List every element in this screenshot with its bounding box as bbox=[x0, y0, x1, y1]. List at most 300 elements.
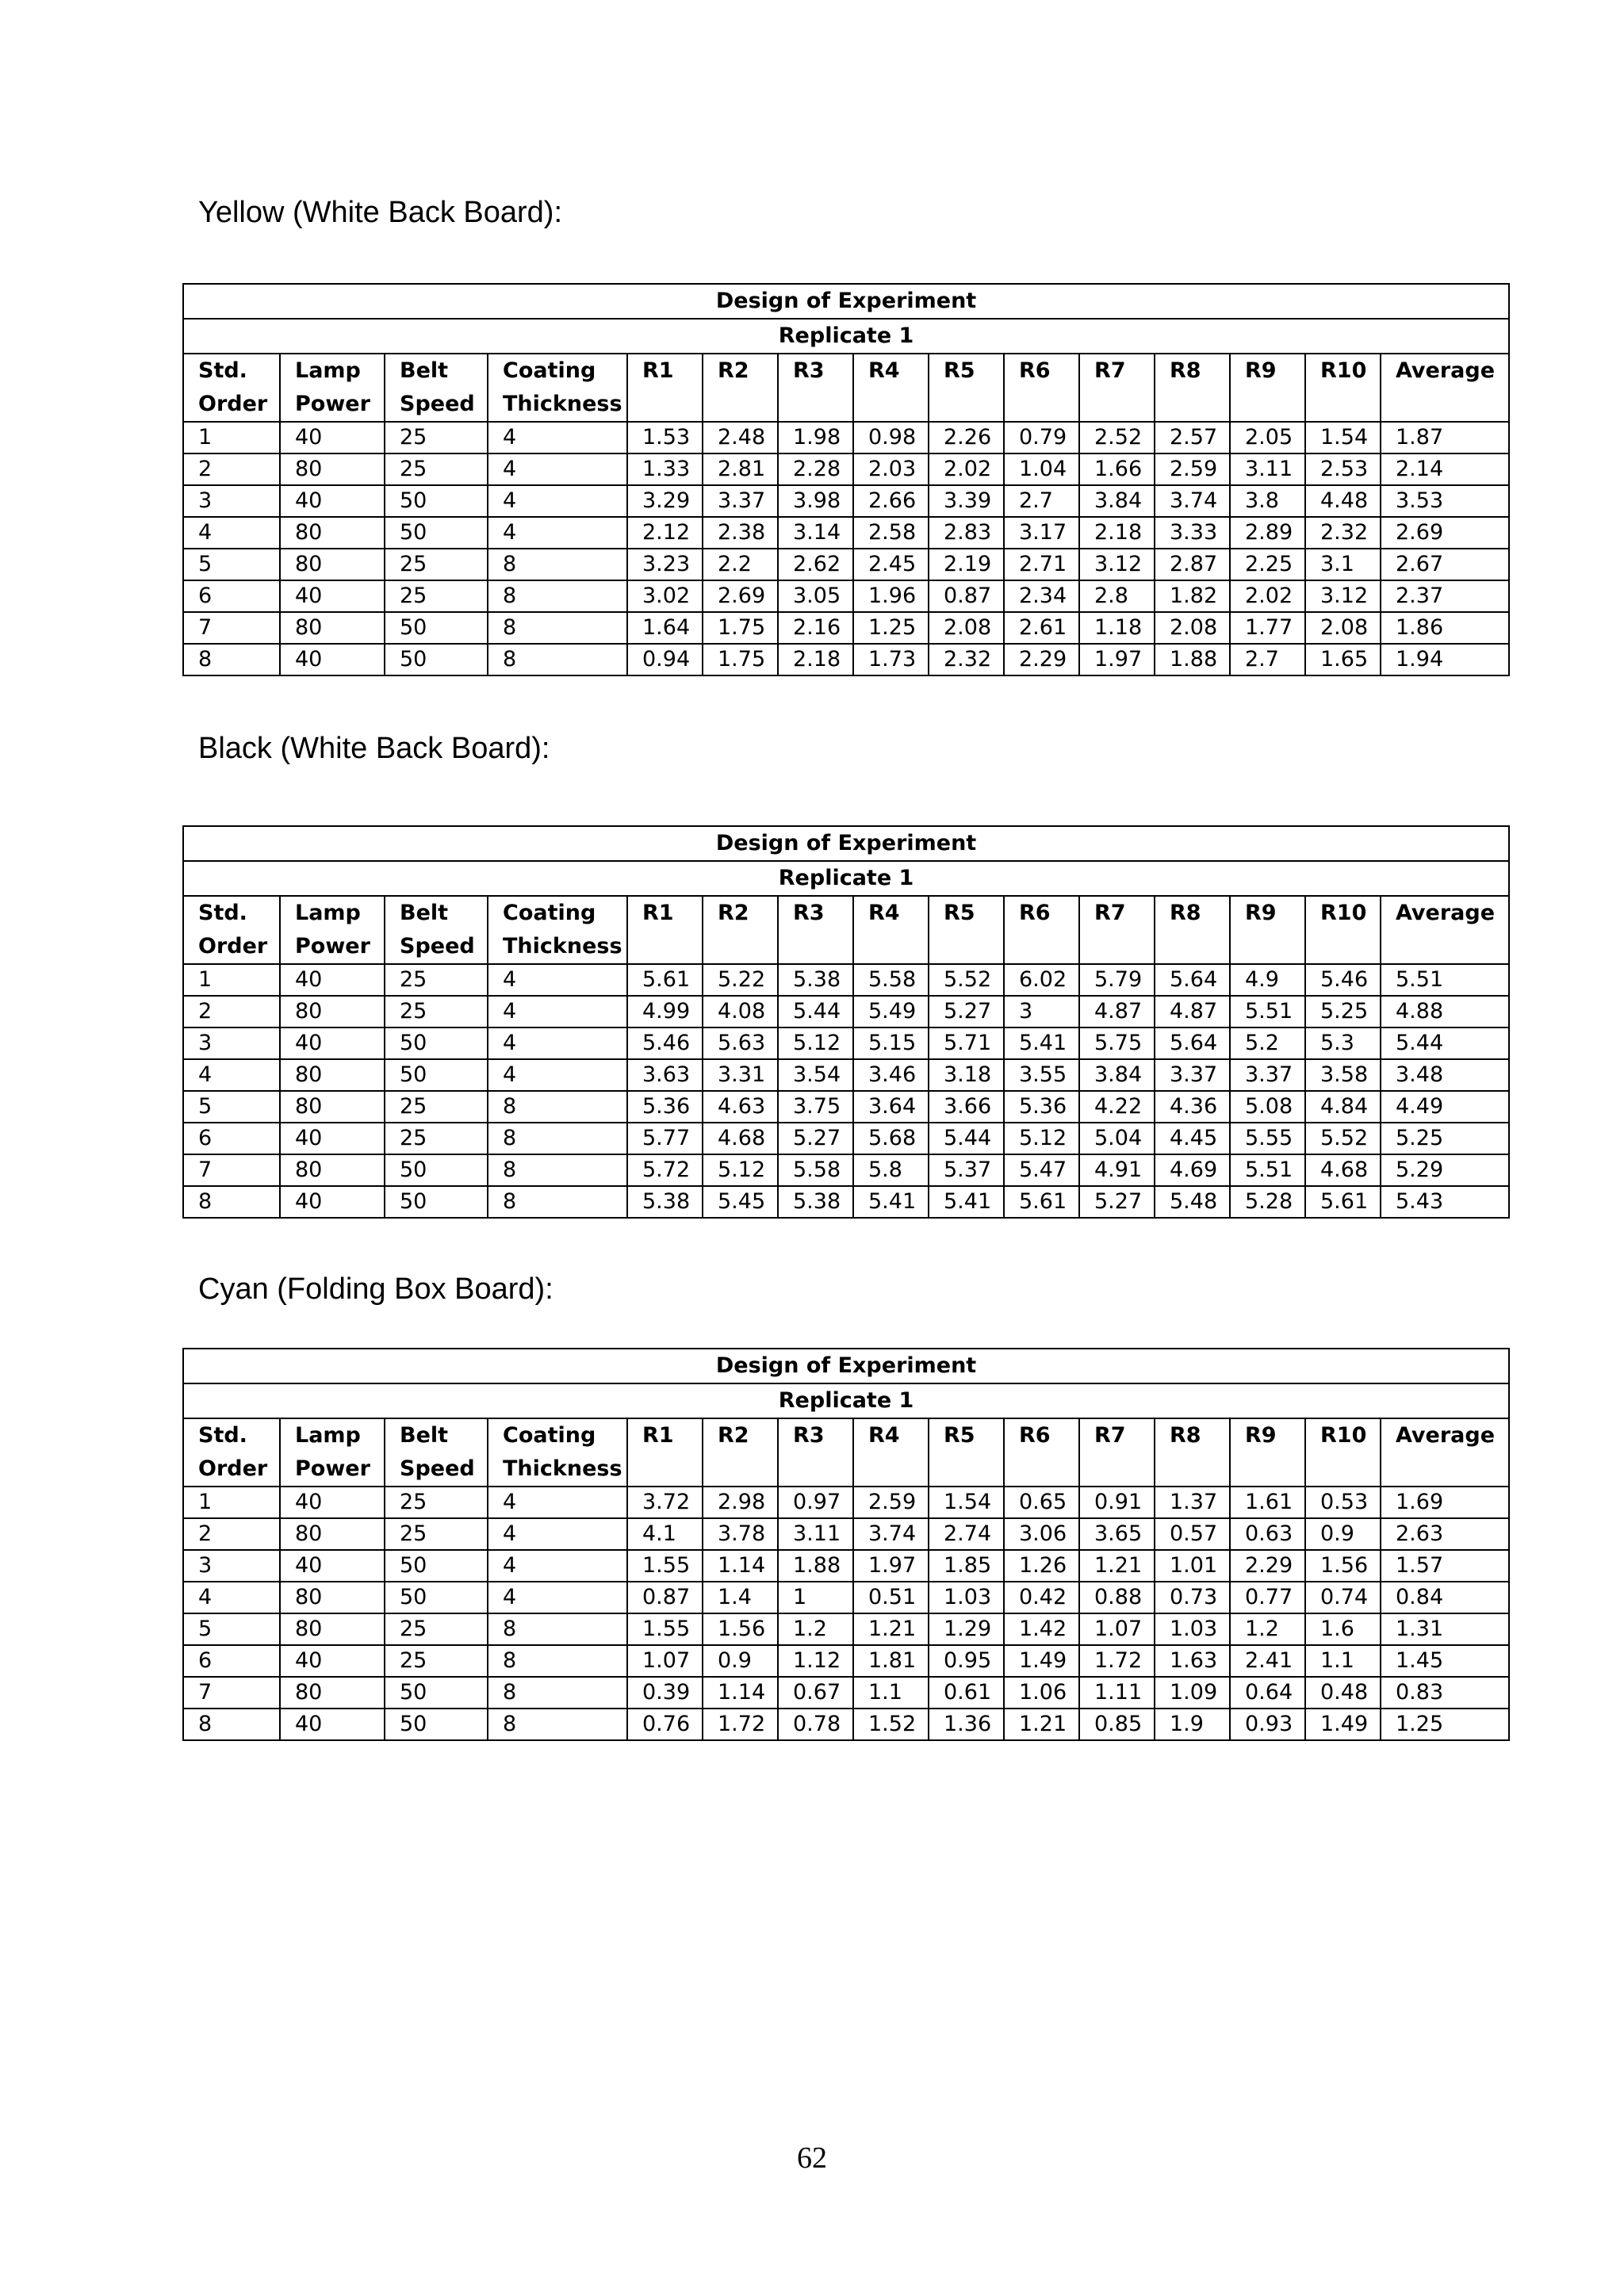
table-cell: 3.14 bbox=[778, 517, 853, 549]
column-header: R8 bbox=[1155, 1418, 1230, 1487]
table-cell: 80 bbox=[280, 1582, 385, 1613]
table-cell: 1.25 bbox=[853, 612, 929, 644]
column-header: Std. Order bbox=[183, 896, 280, 964]
table-cell: 1.03 bbox=[929, 1582, 1004, 1613]
table-cell: 3 bbox=[183, 1027, 280, 1059]
table-cell: 2.52 bbox=[1079, 422, 1155, 453]
column-header: R9 bbox=[1230, 896, 1305, 964]
table-cell: 1.21 bbox=[853, 1613, 929, 1645]
table-row bbox=[183, 996, 1509, 1027]
table-cell: 5.79 bbox=[1079, 964, 1155, 996]
table-cell: 3 bbox=[1004, 996, 1079, 1027]
table-cell: 2.48 bbox=[703, 422, 778, 453]
table-cell: 8 bbox=[488, 580, 627, 612]
table-cell: 2.8 bbox=[1079, 580, 1155, 612]
table-cell: 5.51 bbox=[1230, 1154, 1305, 1186]
table-row bbox=[183, 1709, 1509, 1740]
table-cell: 4.87 bbox=[1155, 996, 1230, 1027]
table-cell: 5 bbox=[183, 1091, 280, 1123]
section-title: Cyan (Folding Box Board): bbox=[198, 1272, 553, 1306]
column-header: R2 bbox=[703, 896, 778, 964]
table-cell: 0.73 bbox=[1155, 1582, 1230, 1613]
column-header: R5 bbox=[929, 1418, 1004, 1487]
column-header: R1 bbox=[627, 896, 703, 964]
table-cell: 1.56 bbox=[1305, 1550, 1381, 1582]
table-cell: 5.37 bbox=[929, 1154, 1004, 1186]
table-row bbox=[183, 1677, 1509, 1709]
table-cell: 1.01 bbox=[1155, 1550, 1230, 1582]
table-cell: 2.2 bbox=[703, 549, 778, 580]
table-cell: 1.04 bbox=[1004, 453, 1079, 485]
table-cell: 3.37 bbox=[703, 485, 778, 517]
table-cell: 5.2 bbox=[1230, 1027, 1305, 1059]
table-cell: 4.84 bbox=[1305, 1091, 1381, 1123]
table-cell: 5.15 bbox=[853, 1027, 929, 1059]
table-cell: 80 bbox=[280, 1518, 385, 1550]
column-header: Lamp Power bbox=[280, 896, 385, 964]
table-cell: 3.18 bbox=[929, 1059, 1004, 1091]
table-row bbox=[183, 1027, 1509, 1059]
table-cell: 0.79 bbox=[1004, 422, 1079, 453]
table-cell: 6 bbox=[183, 1645, 280, 1677]
table-cell: 5 bbox=[183, 1613, 280, 1645]
table-row bbox=[183, 1550, 1509, 1582]
table-title: Design of Experiment bbox=[183, 826, 1509, 861]
table-cell: 1 bbox=[183, 422, 280, 453]
table-cell: 3 bbox=[183, 1550, 280, 1582]
table-cell: 2.02 bbox=[929, 453, 1004, 485]
table-cell: 4.87 bbox=[1079, 996, 1155, 1027]
table-row bbox=[183, 1487, 1509, 1518]
table-cell: 5.61 bbox=[1004, 1186, 1079, 1218]
table-cell: 3.75 bbox=[778, 1091, 853, 1123]
table-cell: 0.91 bbox=[1079, 1487, 1155, 1518]
table-cell: 1.88 bbox=[1155, 644, 1230, 675]
table-cell: 40 bbox=[280, 580, 385, 612]
table-cell: 5.52 bbox=[1305, 1123, 1381, 1154]
table-cell: 50 bbox=[385, 1550, 488, 1582]
table-cell: 2.29 bbox=[1230, 1550, 1305, 1582]
table-cell: 3.84 bbox=[1079, 1059, 1155, 1091]
table-cell: 40 bbox=[280, 1645, 385, 1677]
table-cell: 0.51 bbox=[853, 1582, 929, 1613]
table-cell: 2.59 bbox=[1155, 453, 1230, 485]
table-cell: 1.21 bbox=[1004, 1709, 1079, 1740]
page-number: 62 bbox=[797, 2141, 827, 2175]
table-cell: 5.44 bbox=[778, 996, 853, 1027]
table-cell: 0.76 bbox=[627, 1709, 703, 1740]
table-cell: 2.67 bbox=[1381, 549, 1509, 580]
table-cell: 3.12 bbox=[1305, 580, 1381, 612]
table-cell: 3.84 bbox=[1079, 485, 1155, 517]
table-cell: 4.88 bbox=[1381, 996, 1509, 1027]
table-cell: 3.37 bbox=[1155, 1059, 1230, 1091]
table-cell: 4.68 bbox=[703, 1123, 778, 1154]
doe-table-cyan bbox=[182, 1348, 1510, 1741]
table-cell: 1.75 bbox=[703, 612, 778, 644]
table-cell: 2 bbox=[183, 1518, 280, 1550]
table-cell: 3.55 bbox=[1004, 1059, 1079, 1091]
table-cell: 5.68 bbox=[853, 1123, 929, 1154]
table-cell: 0.9 bbox=[703, 1645, 778, 1677]
table-row bbox=[183, 1123, 1509, 1154]
table-cell: 1.03 bbox=[1155, 1613, 1230, 1645]
column-header: Coating Thickness bbox=[488, 896, 627, 964]
column-header: Average bbox=[1381, 896, 1509, 964]
table-cell: 5.52 bbox=[929, 964, 1004, 996]
table-cell: 2.45 bbox=[853, 549, 929, 580]
column-header: R2 bbox=[703, 1418, 778, 1487]
table-cell: 5.25 bbox=[1305, 996, 1381, 1027]
table-cell: 8 bbox=[488, 644, 627, 675]
table-cell: 5.64 bbox=[1155, 1027, 1230, 1059]
column-header: R8 bbox=[1155, 354, 1230, 422]
table-cell: 0.74 bbox=[1305, 1582, 1381, 1613]
table-cell: 3.29 bbox=[627, 485, 703, 517]
table-cell: 1.26 bbox=[1004, 1550, 1079, 1582]
table-cell: 1.55 bbox=[627, 1550, 703, 1582]
table-cell: 4 bbox=[488, 964, 627, 996]
table-row bbox=[183, 1154, 1509, 1186]
table-cell: 4 bbox=[488, 453, 627, 485]
table-cell: 5.29 bbox=[1381, 1154, 1509, 1186]
table-cell: 40 bbox=[280, 644, 385, 675]
table-cell: 2.32 bbox=[1305, 517, 1381, 549]
table-cell: 3.64 bbox=[853, 1091, 929, 1123]
column-header: R9 bbox=[1230, 1418, 1305, 1487]
table-cell: 5.72 bbox=[627, 1154, 703, 1186]
table-cell: 5.45 bbox=[703, 1186, 778, 1218]
table-cell: 25 bbox=[385, 1645, 488, 1677]
table-cell: 2.12 bbox=[627, 517, 703, 549]
table-cell: 50 bbox=[385, 1059, 488, 1091]
table-cell: 3.48 bbox=[1381, 1059, 1509, 1091]
table-cell: 50 bbox=[385, 1582, 488, 1613]
table-cell: 0.63 bbox=[1230, 1518, 1305, 1550]
column-header: Belt Speed bbox=[385, 1418, 488, 1487]
table-cell: 40 bbox=[280, 1487, 385, 1518]
table-cell: 1.85 bbox=[929, 1550, 1004, 1582]
table-row bbox=[183, 453, 1509, 485]
table-row bbox=[183, 422, 1509, 453]
table-cell: 2.62 bbox=[778, 549, 853, 580]
table-cell: 1.81 bbox=[853, 1645, 929, 1677]
table-cell: 1.88 bbox=[778, 1550, 853, 1582]
table-cell: 2.02 bbox=[1230, 580, 1305, 612]
table-cell: 7 bbox=[183, 612, 280, 644]
table-cell: 0.57 bbox=[1155, 1518, 1230, 1550]
table-cell: 2 bbox=[183, 996, 280, 1027]
table-cell: 1.97 bbox=[1079, 644, 1155, 675]
table-cell: 3.33 bbox=[1155, 517, 1230, 549]
table-cell: 4.63 bbox=[703, 1091, 778, 1123]
table-cell: 8 bbox=[488, 1091, 627, 1123]
table-cell: 5.12 bbox=[703, 1154, 778, 1186]
section-title: Yellow (White Back Board): bbox=[198, 196, 563, 229]
table-cell: 5.27 bbox=[778, 1123, 853, 1154]
column-header: R9 bbox=[1230, 354, 1305, 422]
column-header: R7 bbox=[1079, 1418, 1155, 1487]
table-cell: 1.57 bbox=[1381, 1550, 1509, 1582]
column-header: R4 bbox=[853, 1418, 929, 1487]
table-cell: 5.49 bbox=[853, 996, 929, 1027]
column-header: R3 bbox=[778, 896, 853, 964]
table-cell: 5.77 bbox=[627, 1123, 703, 1154]
table-cell: 3.53 bbox=[1381, 485, 1509, 517]
column-header: Average bbox=[1381, 354, 1509, 422]
table-cell: 50 bbox=[385, 1027, 488, 1059]
table-cell: 2.18 bbox=[1079, 517, 1155, 549]
column-header: R1 bbox=[627, 354, 703, 422]
table-cell: 1.14 bbox=[703, 1550, 778, 1582]
table-cell: 1.72 bbox=[703, 1709, 778, 1740]
table-cell: 1.2 bbox=[1230, 1613, 1305, 1645]
column-header: R2 bbox=[703, 354, 778, 422]
table-cell: 8 bbox=[488, 1645, 627, 1677]
table-cell: 2.28 bbox=[778, 453, 853, 485]
table-cell: 4.9 bbox=[1230, 964, 1305, 996]
table-cell: 50 bbox=[385, 485, 488, 517]
table-cell: 0.84 bbox=[1381, 1582, 1509, 1613]
table-cell: 5.46 bbox=[627, 1027, 703, 1059]
table-cell: 5.61 bbox=[1305, 1186, 1381, 1218]
table-cell: 2.69 bbox=[703, 580, 778, 612]
table-cell: 1.63 bbox=[1155, 1645, 1230, 1677]
table-cell: 8 bbox=[488, 549, 627, 580]
table-cell: 1.49 bbox=[1305, 1709, 1381, 1740]
table-cell: 2.69 bbox=[1381, 517, 1509, 549]
table-cell: 5.36 bbox=[1004, 1091, 1079, 1123]
table-cell: 5.25 bbox=[1381, 1123, 1509, 1154]
table-cell: 3.37 bbox=[1230, 1059, 1305, 1091]
table-cell: 1.56 bbox=[703, 1613, 778, 1645]
column-header: R4 bbox=[853, 354, 929, 422]
doe-table-black bbox=[182, 825, 1510, 1219]
table-cell: 4 bbox=[488, 1582, 627, 1613]
table-row bbox=[183, 1645, 1509, 1677]
table-cell: 5.41 bbox=[1004, 1027, 1079, 1059]
column-header: R4 bbox=[853, 896, 929, 964]
table-cell: 5.12 bbox=[778, 1027, 853, 1059]
table-cell: 5.58 bbox=[778, 1154, 853, 1186]
table-cell: 8 bbox=[183, 1186, 280, 1218]
table-cell: 7 bbox=[183, 1154, 280, 1186]
table-cell: 0.64 bbox=[1230, 1677, 1305, 1709]
table-cell: 40 bbox=[280, 422, 385, 453]
table-cell: 1.77 bbox=[1230, 612, 1305, 644]
table-cell: 2.08 bbox=[929, 612, 1004, 644]
table-cell: 3.65 bbox=[1079, 1518, 1155, 1550]
table-cell: 1.4 bbox=[703, 1582, 778, 1613]
column-header: R6 bbox=[1004, 354, 1079, 422]
table-cell: 5.48 bbox=[1155, 1186, 1230, 1218]
table-cell: 2.08 bbox=[1155, 612, 1230, 644]
column-header: Lamp Power bbox=[280, 354, 385, 422]
table-cell: 40 bbox=[280, 1027, 385, 1059]
table-cell: 80 bbox=[280, 1091, 385, 1123]
table-cell: 6 bbox=[183, 580, 280, 612]
table-cell: 5.51 bbox=[1230, 996, 1305, 1027]
table-cell: 8 bbox=[183, 644, 280, 675]
table-cell: 2.16 bbox=[778, 612, 853, 644]
table-cell: 5.47 bbox=[1004, 1154, 1079, 1186]
column-header: R3 bbox=[778, 354, 853, 422]
table-cell: 8 bbox=[488, 1613, 627, 1645]
table-cell: 1.6 bbox=[1305, 1613, 1381, 1645]
replicate-label: Replicate 1 bbox=[183, 319, 1509, 354]
table-cell: 3.11 bbox=[778, 1518, 853, 1550]
table-cell: 0.53 bbox=[1305, 1487, 1381, 1518]
table-cell: 1.09 bbox=[1155, 1677, 1230, 1709]
table-row bbox=[183, 1582, 1509, 1613]
table-cell: 40 bbox=[280, 1550, 385, 1582]
table-cell: 25 bbox=[385, 1613, 488, 1645]
table-cell: 3.11 bbox=[1230, 453, 1305, 485]
table-cell: 4 bbox=[488, 1059, 627, 1091]
table-cell: 1.75 bbox=[703, 644, 778, 675]
table-cell: 4.08 bbox=[703, 996, 778, 1027]
table-cell: 5.44 bbox=[1381, 1027, 1509, 1059]
table-cell: 5.44 bbox=[929, 1123, 1004, 1154]
table-cell: 8 bbox=[183, 1709, 280, 1740]
column-header: R6 bbox=[1004, 896, 1079, 964]
table-cell: 4 bbox=[488, 1518, 627, 1550]
table-cell: 3.05 bbox=[778, 580, 853, 612]
table-cell: 4 bbox=[488, 1550, 627, 1582]
table-cell: 4.48 bbox=[1305, 485, 1381, 517]
table-cell: 5 bbox=[183, 549, 280, 580]
table-cell: 1.73 bbox=[853, 644, 929, 675]
table-cell: 2.83 bbox=[929, 517, 1004, 549]
table-cell: 5.43 bbox=[1381, 1186, 1509, 1218]
table-cell: 1 bbox=[183, 964, 280, 996]
table-cell: 4 bbox=[488, 422, 627, 453]
table-row bbox=[183, 964, 1509, 996]
table-cell: 5.08 bbox=[1230, 1091, 1305, 1123]
table-cell: 1.66 bbox=[1079, 453, 1155, 485]
table-cell: 1.45 bbox=[1381, 1645, 1509, 1677]
table-cell: 5.36 bbox=[627, 1091, 703, 1123]
table-cell: 0.65 bbox=[1004, 1487, 1079, 1518]
table-cell: 25 bbox=[385, 422, 488, 453]
table-cell: 1.2 bbox=[778, 1613, 853, 1645]
table-cell: 5.64 bbox=[1155, 964, 1230, 996]
table-cell: 0.98 bbox=[853, 422, 929, 453]
table-cell: 5.38 bbox=[778, 964, 853, 996]
table-cell: 0.39 bbox=[627, 1677, 703, 1709]
table-cell: 5.27 bbox=[1079, 1186, 1155, 1218]
table-cell: 50 bbox=[385, 1186, 488, 1218]
table-cell: 25 bbox=[385, 1123, 488, 1154]
table-cell: 1.1 bbox=[853, 1677, 929, 1709]
table-cell: 3.39 bbox=[929, 485, 1004, 517]
table-row bbox=[183, 1059, 1509, 1091]
table-cell: 5.3 bbox=[1305, 1027, 1381, 1059]
table-row bbox=[183, 580, 1509, 612]
table-cell: 2.66 bbox=[853, 485, 929, 517]
table-cell: 8 bbox=[488, 1709, 627, 1740]
column-header: R10 bbox=[1305, 1418, 1381, 1487]
table-cell: 3.74 bbox=[1155, 485, 1230, 517]
column-header: R6 bbox=[1004, 1418, 1079, 1487]
table-cell: 25 bbox=[385, 1487, 488, 1518]
table-cell: 5.58 bbox=[853, 964, 929, 996]
table-cell: 2.29 bbox=[1004, 644, 1079, 675]
table-cell: 5.38 bbox=[778, 1186, 853, 1218]
table-cell: 1.94 bbox=[1381, 644, 1509, 675]
table-cell: 2.59 bbox=[853, 1487, 929, 1518]
table-cell: 0.77 bbox=[1230, 1582, 1305, 1613]
table-cell: 5.12 bbox=[1004, 1123, 1079, 1154]
table-cell: 4 bbox=[488, 996, 627, 1027]
table-cell: 4 bbox=[488, 1487, 627, 1518]
table-cell: 0.97 bbox=[778, 1487, 853, 1518]
table-cell: 1.42 bbox=[1004, 1613, 1079, 1645]
table-cell: 6.02 bbox=[1004, 964, 1079, 996]
table-cell: 2.18 bbox=[778, 644, 853, 675]
table-row bbox=[183, 549, 1509, 580]
table-cell: 4.22 bbox=[1079, 1091, 1155, 1123]
table-cell: 2.38 bbox=[703, 517, 778, 549]
table-cell: 80 bbox=[280, 517, 385, 549]
column-header: Lamp Power bbox=[280, 1418, 385, 1487]
table-cell: 25 bbox=[385, 549, 488, 580]
table-cell: 4.69 bbox=[1155, 1154, 1230, 1186]
column-header: R3 bbox=[778, 1418, 853, 1487]
table-cell: 2.08 bbox=[1305, 612, 1381, 644]
column-header: Std. Order bbox=[183, 1418, 280, 1487]
table-row bbox=[183, 485, 1509, 517]
table-cell: 0.42 bbox=[1004, 1582, 1079, 1613]
table-cell: 1.18 bbox=[1079, 612, 1155, 644]
table-cell: 1.12 bbox=[778, 1645, 853, 1677]
table-cell: 5.22 bbox=[703, 964, 778, 996]
table-row bbox=[183, 1091, 1509, 1123]
table-cell: 2.26 bbox=[929, 422, 1004, 453]
table-cell: 5.41 bbox=[929, 1186, 1004, 1218]
table-cell: 3.78 bbox=[703, 1518, 778, 1550]
column-header: Belt Speed bbox=[385, 896, 488, 964]
table-cell: 25 bbox=[385, 1518, 488, 1550]
table-cell: 2.14 bbox=[1381, 453, 1509, 485]
table-cell: 1.65 bbox=[1305, 644, 1381, 675]
table-cell: 1.64 bbox=[627, 612, 703, 644]
table-cell: 3 bbox=[183, 485, 280, 517]
table-cell: 80 bbox=[280, 1154, 385, 1186]
table-cell: 4 bbox=[183, 1582, 280, 1613]
table-cell: 2.63 bbox=[1381, 1518, 1509, 1550]
table-cell: 25 bbox=[385, 996, 488, 1027]
table-cell: 2.03 bbox=[853, 453, 929, 485]
table-cell: 2.81 bbox=[703, 453, 778, 485]
table-cell: 6 bbox=[183, 1123, 280, 1154]
table-cell: 80 bbox=[280, 549, 385, 580]
table-cell: 0.88 bbox=[1079, 1582, 1155, 1613]
table-cell: 25 bbox=[385, 964, 488, 996]
table-cell: 4 bbox=[488, 485, 627, 517]
table-cell: 50 bbox=[385, 1709, 488, 1740]
table-cell: 0.95 bbox=[929, 1645, 1004, 1677]
table-cell: 3.31 bbox=[703, 1059, 778, 1091]
table-cell: 5.38 bbox=[627, 1186, 703, 1218]
table-cell: 1.25 bbox=[1381, 1709, 1509, 1740]
table-cell: 1.97 bbox=[853, 1550, 929, 1582]
table-cell: 40 bbox=[280, 1709, 385, 1740]
table-cell: 3.54 bbox=[778, 1059, 853, 1091]
column-header: Coating Thickness bbox=[488, 1418, 627, 1487]
replicate-label: Replicate 1 bbox=[183, 861, 1509, 896]
column-header: R8 bbox=[1155, 896, 1230, 964]
